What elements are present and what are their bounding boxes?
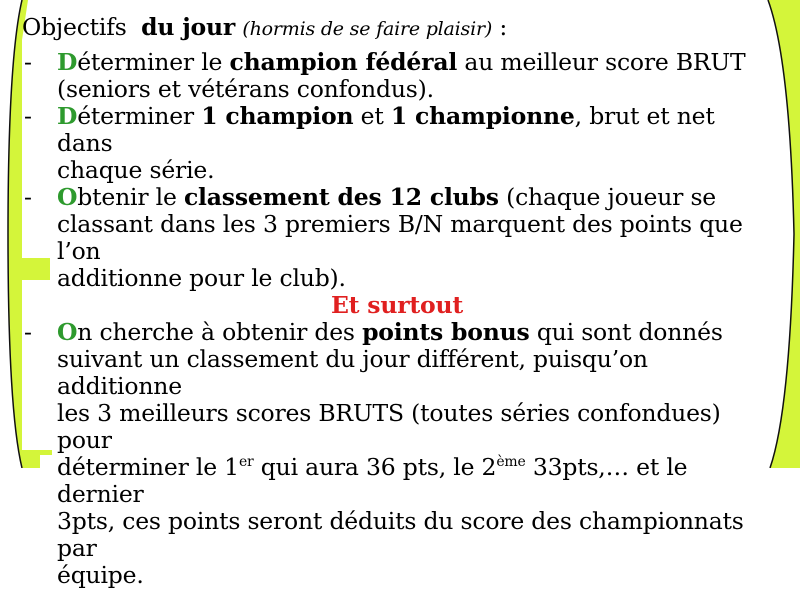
text: classant dans les 3 premiers B/N marquent des points que l’on [57,210,743,265]
title-italic: (hormis de se faire plaisir) [242,18,493,40]
bold-text: classement des 12 clubs [183,183,499,211]
text: éterminer [77,102,202,130]
text: chaque série. [57,156,215,184]
text: et [353,102,391,130]
bold-text: champion fédéral [229,48,458,76]
bold-text: 1 champion [201,102,354,130]
text: les 3 meilleurs scores BRUTS (toutes séries confondues) pour [57,399,721,454]
dash: - [24,183,32,211]
superscript: er [238,454,254,471]
dash: - [24,102,32,130]
text: 3pts, ces points seront déduits du score des championnats par [57,507,744,562]
text: qui aura 36 pts, le 2 [253,453,497,481]
text: btenir le [77,183,184,211]
text: éterminer le [77,48,230,76]
objective-item-2 [22,103,772,184]
et-surtout-heading: Et surtout [330,291,464,319]
initial-letter: D [57,48,78,76]
title-prefix: Objectifs [22,13,127,41]
text: 33pts,… et le dernier [57,453,688,508]
text: (chaque joueur se [498,183,717,211]
dash: - [24,48,32,76]
dash: - [24,318,32,346]
bold-text: 1 championne [390,102,575,130]
text: suivant un classement du jour différent, puisqu’on additionne [57,345,648,400]
text: , brut et net dans [57,102,715,157]
text: au meilleur score BRUT [457,48,746,76]
text: équipe. [57,561,144,589]
objective-item-1 [22,49,772,103]
objectives-title [22,14,772,43]
text: déterminer le 1 [57,453,239,481]
text: qui sont donnés [529,318,723,346]
initial-letter: O [57,183,78,211]
objective-item-3 [22,184,772,292]
text: (seniors et vétérans confondus). [57,75,434,103]
objective-item-bonus [22,319,772,589]
bold-text: points bonus [362,318,530,346]
title-suffix: : [492,13,508,41]
objectives-text [22,14,772,589]
superscript: ème [496,454,526,471]
title-bold: du jour [141,13,236,41]
text: n cherche à obtenir des [77,318,363,346]
text: additionne pour le club). [57,264,346,292]
initial-letter: D [57,102,78,130]
initial-letter: O [57,318,78,346]
